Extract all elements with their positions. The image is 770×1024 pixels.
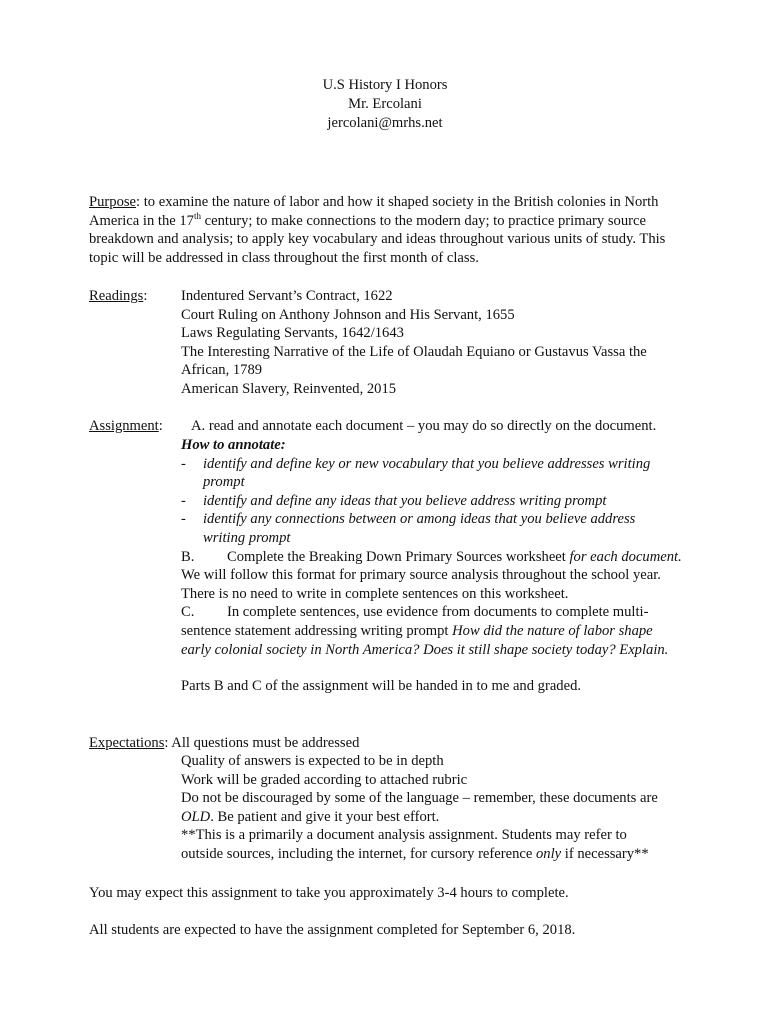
purpose-sup: th <box>193 210 201 221</box>
purpose-text-2: century; to make connections to the modern day; to practice primary source breakdown and analysis; to apply key vocabulary and ideas throughout various units of study. This topic will be addressed in class throughout the first month of class. <box>89 212 666 266</box>
document-header <box>0 76 770 133</box>
readings-label-wrap <box>89 287 147 306</box>
expectations-label: Expectations <box>89 735 165 751</box>
part-b-rest: We will follow this format for primary source analysis throughout the school year. There is no need to write in complete sentences on this worksheet. <box>181 567 661 602</box>
part-b-text: Complete the Breaking Down Primary Sources worksheet <box>227 548 570 565</box>
part-b-letter: B. <box>181 548 195 565</box>
purpose-label: Purpose <box>89 194 137 210</box>
language-text-2: . Be patient and give it your best effort. <box>210 808 440 825</box>
readings-list <box>181 287 691 399</box>
bullet-dash: - <box>181 455 186 472</box>
assignment-label: Assignment <box>89 418 159 434</box>
language-italic: OLD <box>181 808 211 825</box>
purpose-text-1: : to examine the nature of labor and how it shaped society in the British colonies in North America in the 17 <box>89 194 659 229</box>
note-italic: only <box>535 845 562 862</box>
course-title: U.S History I Honors <box>322 77 448 93</box>
note-text-2: if necessary** <box>561 845 649 862</box>
bullet-dash: - <box>181 511 186 528</box>
expectation-language <box>181 789 686 826</box>
readings-colon: : <box>143 288 148 304</box>
annotate-bullet <box>181 455 683 492</box>
language-text-1: Do not be discouraged by some of the language – remember, these documents are <box>181 790 658 807</box>
reading-item: Court Ruling on Anthony Johnson and His Servant, 1655 <box>181 306 515 323</box>
expectations-first: : All questions must be addressed <box>164 735 360 751</box>
part-c <box>181 603 681 659</box>
teacher-email: jercolani@mrhs.net <box>327 115 443 131</box>
expectations-first-line <box>89 734 359 753</box>
assignment-part-a: A. read and annotate each document – you may do so directly on the document. <box>191 418 657 434</box>
due-date: All students are expected to have the assignment completed for September 6, 2018. <box>89 922 576 938</box>
part-c-italic: How did the nature of labor shape early colonial society in North America? Does it still shape society today? Explain. <box>181 622 669 658</box>
reading-item: African, 1789 <box>181 362 263 379</box>
hand-in-note: Parts B and C of the assignment will be handed in to me and graded. <box>181 678 582 695</box>
bullet-text: identify any connections between or among ideas that you believe address writing prompt <box>203 511 636 546</box>
how-to-annotate-heading: How to annotate: <box>181 437 286 453</box>
assignment-colon: : <box>158 418 163 434</box>
expectation-item: Quality of answers is expected to be in depth <box>181 753 444 769</box>
bullet-dash: - <box>181 492 186 509</box>
expectations-list <box>181 752 686 864</box>
time-estimate: You may expect this assignment to take you approximately 3-4 hours to complete. <box>89 885 569 901</box>
note-text-1: **This is a primarily a document analysis assignment. Students may refer to outside sources, including the internet, for cursory reference <box>181 827 627 862</box>
reading-item: Indentured Servant’s Contract, 1622 <box>181 288 393 304</box>
part-c-text: In complete sentences, use evidence from documents to complete multi-sentence statement addressing writing prompt <box>181 604 649 639</box>
bullet-text: identify and define any ideas that you believe address writing prompt <box>203 492 607 509</box>
reading-item: The Interesting Narrative of the Life of Olaudah Equiano or Gustavus Vassa the <box>181 343 647 360</box>
purpose-paragraph <box>89 193 689 267</box>
bullet-text: identify and define key or new vocabulary that you believe addresses writing prompt <box>203 455 651 491</box>
part-b <box>181 548 686 604</box>
assignment-label-wrap <box>89 417 163 436</box>
reading-item: Laws Regulating Servants, 1642/1643 <box>181 325 404 342</box>
expectation-item: Work will be graded according to attached rubric <box>181 771 468 788</box>
reading-item: American Slavery, Reinvented, 2015 <box>181 380 397 397</box>
part-b-italic: for each document. <box>569 548 682 565</box>
annotate-bullet <box>181 492 683 511</box>
teacher-name: Mr. Ercolani <box>348 96 422 112</box>
readings-label: Readings <box>89 288 144 304</box>
annotate-bullet <box>181 510 673 547</box>
assignment-body <box>181 436 691 696</box>
expectation-note <box>181 826 661 863</box>
part-c-letter: C. <box>181 604 195 621</box>
